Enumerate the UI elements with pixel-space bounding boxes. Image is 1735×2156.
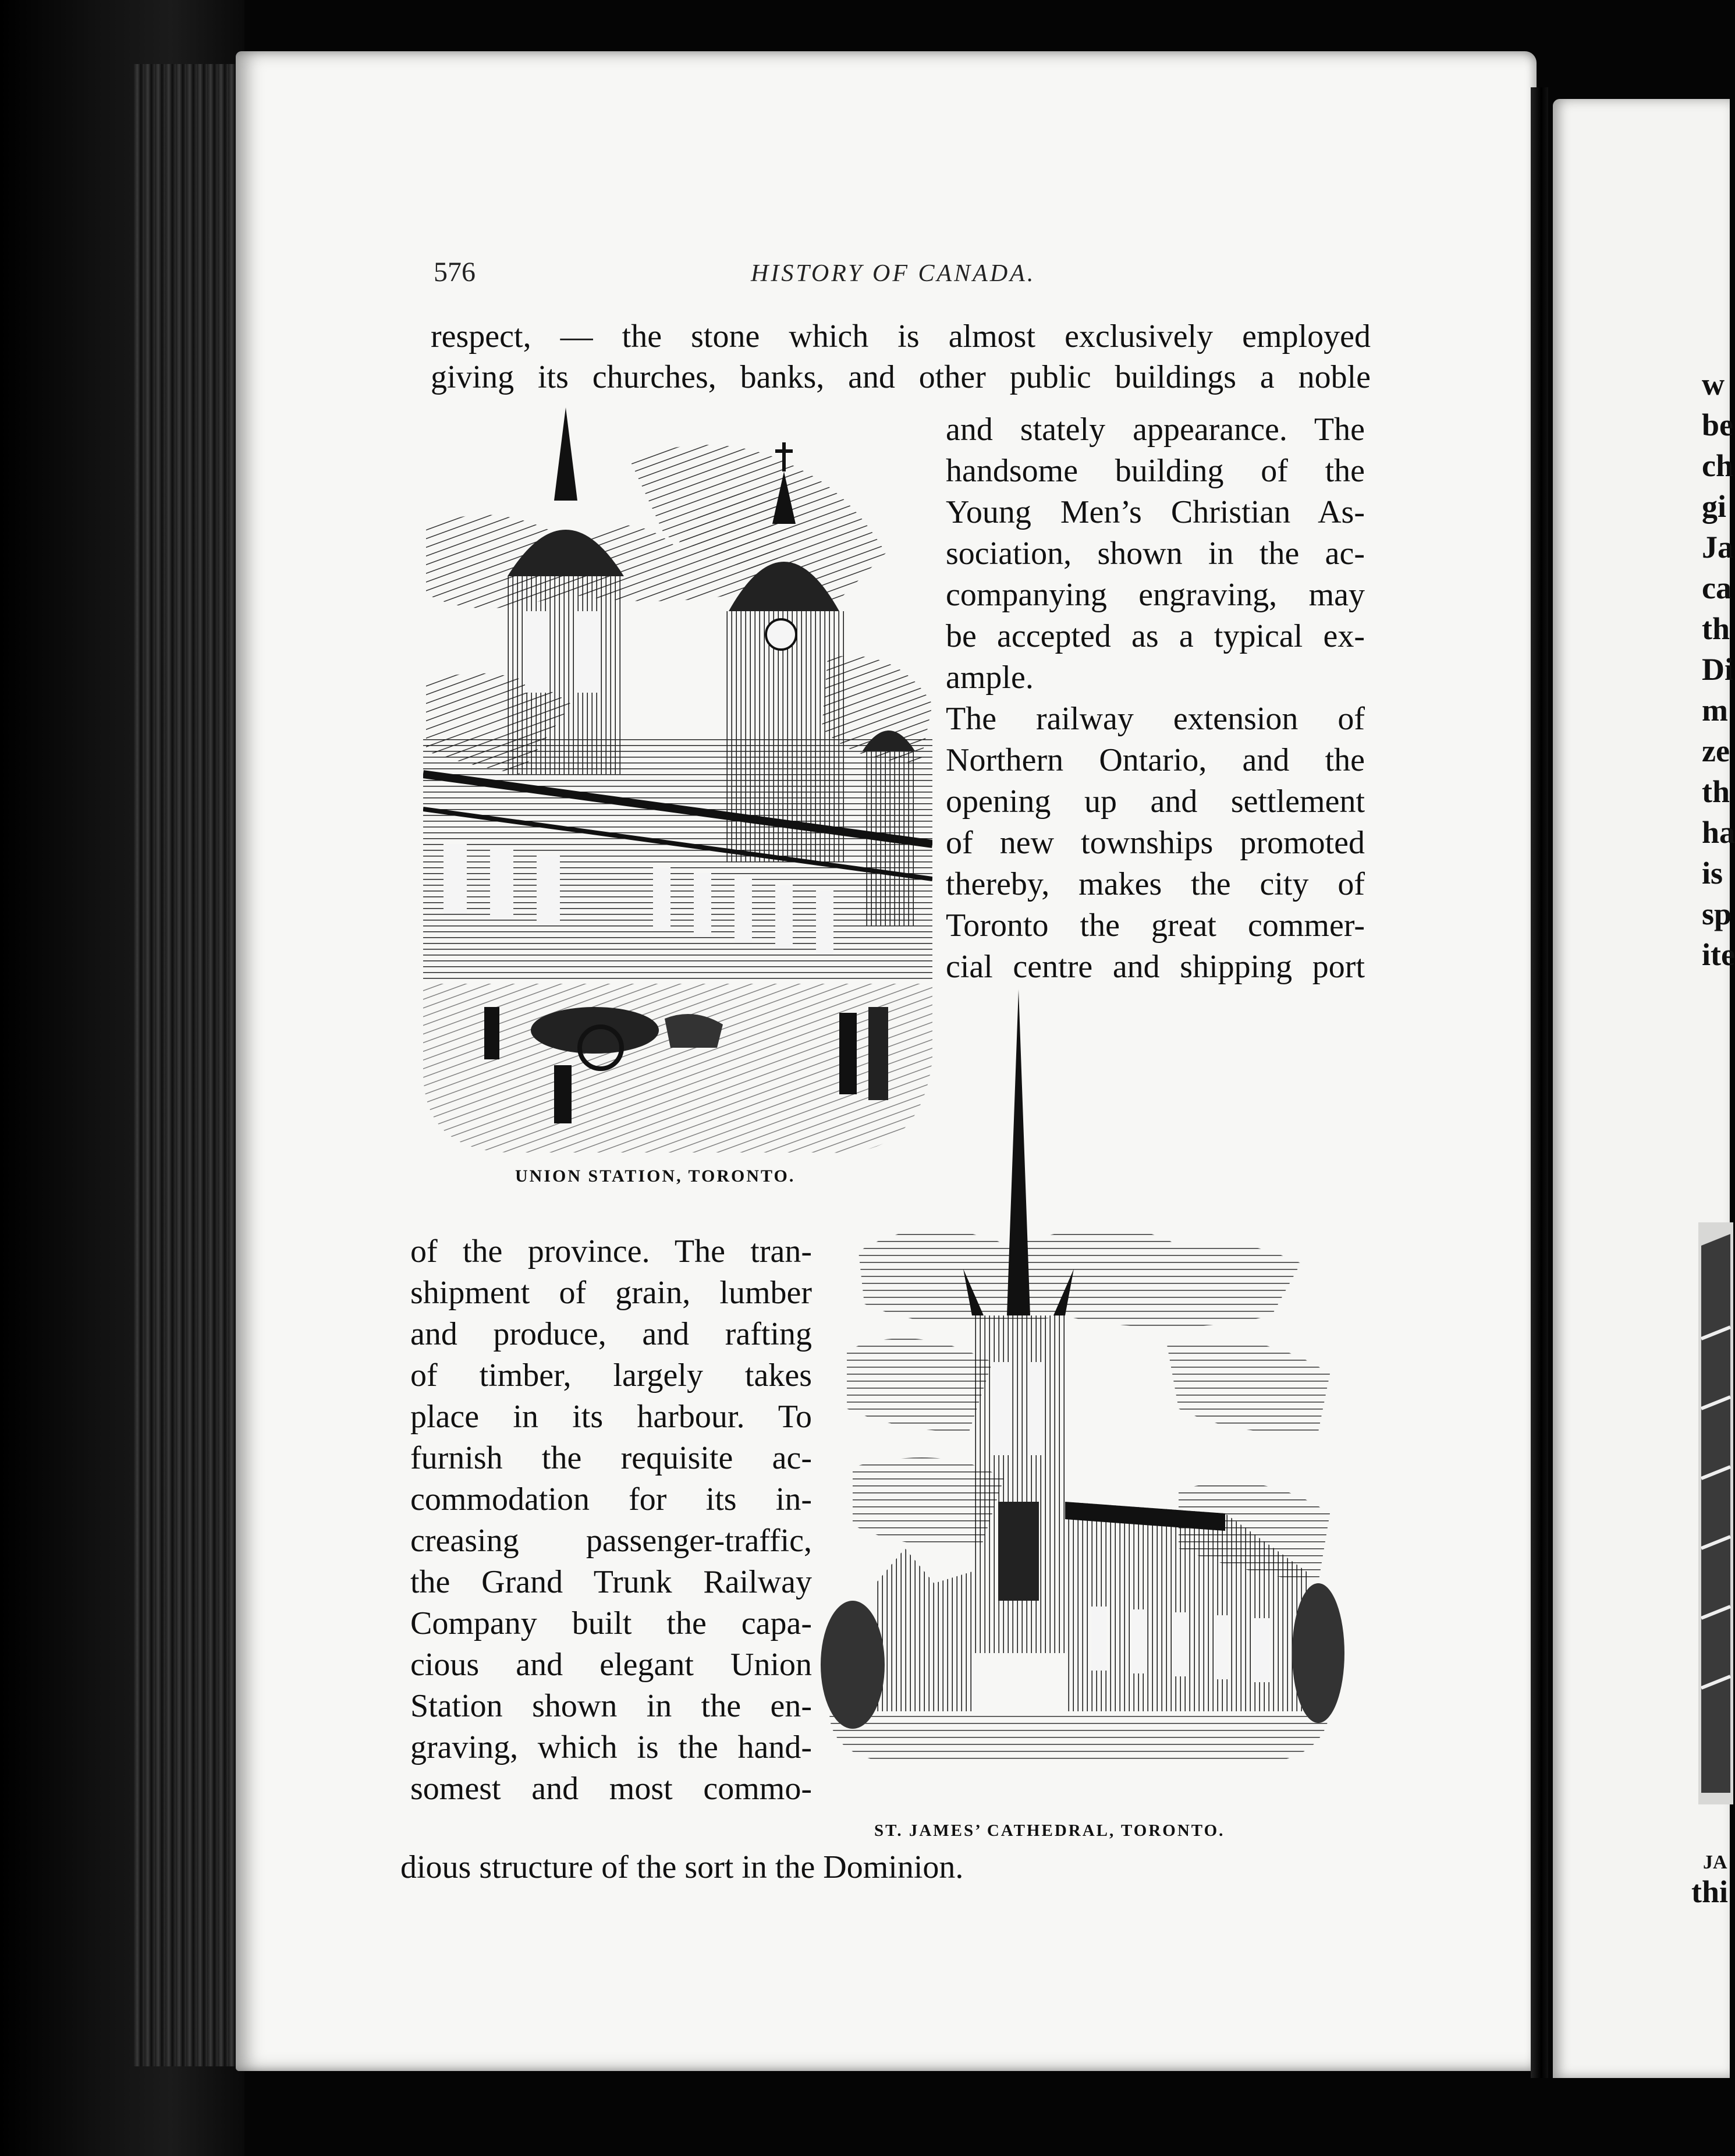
facing-page-fragment: sp <box>1702 896 1732 931</box>
cathedral-caption: ST. JAMES’ CATHEDRAL, TORONTO. <box>874 1821 1225 1840</box>
right-column-lines-line: and stately appearance. The <box>946 412 1365 448</box>
page-number: 576 <box>434 257 476 288</box>
left-column-lines-line: Company built the capa- <box>410 1605 812 1641</box>
right-column-lines-line: companying engraving, may <box>946 577 1365 613</box>
left-column-lines-line: and produce, and rafting <box>410 1316 812 1352</box>
facing-page-fragment: ze <box>1702 733 1730 768</box>
facing-page-fragment: th <box>1702 611 1730 646</box>
book-gutter <box>1531 87 1548 2078</box>
right-column-lines-line: of new townships promoted <box>946 825 1365 861</box>
right-column-lines-line: sociation, shown in the ac- <box>946 536 1365 572</box>
page-edge-stack <box>134 64 250 2066</box>
right-column-lines-line: cial centre and shipping port <box>946 949 1365 985</box>
left-column-lines-line: of the province. The tran- <box>410 1233 812 1270</box>
left-column-lines-line: of timber, largely takes <box>410 1357 812 1393</box>
right-column-lines-line: be accepted as a typical ex- <box>946 618 1365 654</box>
union-station-caption: UNION STATION, TORONTO. <box>515 1166 796 1186</box>
right-column-lines-line: thereby, makes the city of <box>946 866 1365 902</box>
left-column-lines-line: somest and most commo- <box>410 1771 812 1807</box>
facing-page-fragment: be <box>1702 407 1733 442</box>
facing-page-fragment: Ja <box>1702 530 1733 565</box>
left-column-lines-line: creasing passenger-traffic, <box>410 1523 812 1559</box>
facing-page-fragment: ha <box>1702 815 1735 850</box>
facing-page-fragment: Di <box>1702 652 1733 687</box>
left-column-lines-line: furnish the requisite ac- <box>410 1440 812 1476</box>
facing-page-fragment: is <box>1702 856 1723 891</box>
left-column-lines-line: cious and elegant Union <box>410 1647 812 1683</box>
facing-page-fragment: ite <box>1702 937 1735 972</box>
right-column-lines-line: handsome building of the <box>946 453 1365 489</box>
right-column-lines-line: opening up and settlement <box>946 783 1365 820</box>
facing-page <box>1553 99 1735 2078</box>
facing-page-fragment: gi <box>1702 489 1727 524</box>
left-column-lines-line: graving, which is the hand- <box>410 1729 812 1765</box>
right-column-lines-line: The railway extension of <box>946 701 1365 737</box>
facing-page-caption-fragment: JA <box>1703 1852 1727 1873</box>
facing-page-fragment: ch <box>1702 448 1733 483</box>
facing-page-fragment: th <box>1702 774 1730 809</box>
right-column-lines-line: Toronto the great commer- <box>946 907 1365 944</box>
facing-page-fragment: w <box>1702 367 1725 402</box>
facing-page-fragment: ca <box>1702 570 1732 605</box>
facing-page-fragment: m <box>1702 693 1728 728</box>
left-column-lines-line: the Grand Trunk Railway <box>410 1564 812 1600</box>
facing-page-engraving <box>1698 1222 1733 1804</box>
facing-page-bottom-fragment: thi <box>1691 1874 1729 1909</box>
st-james-cathedral-engraving <box>818 990 1342 1775</box>
left-column-lines-line: place in its harbour. To <box>410 1399 812 1435</box>
left-column-lines-line: shipment of grain, lumber <box>410 1275 812 1311</box>
right-column-lines-line: Northern Ontario, and the <box>946 742 1365 778</box>
top-lines-line: giving its churches, banks, and other public buildings a noble <box>431 359 1371 395</box>
left-column-lines-line: commodation for its in- <box>410 1481 812 1517</box>
running-head: HISTORY OF CANADA. <box>751 260 1036 287</box>
right-column-lines-line: ample. <box>946 659 1034 696</box>
left-column-lines-line: Station shown in the en- <box>410 1688 812 1724</box>
final-line: dious structure of the sort in the Dominion. <box>400 1849 964 1885</box>
right-column-lines-line: Young Men’s Christian As- <box>946 494 1365 530</box>
top-lines-line: respect, — the stone which is almost exclusively employed <box>431 318 1371 354</box>
